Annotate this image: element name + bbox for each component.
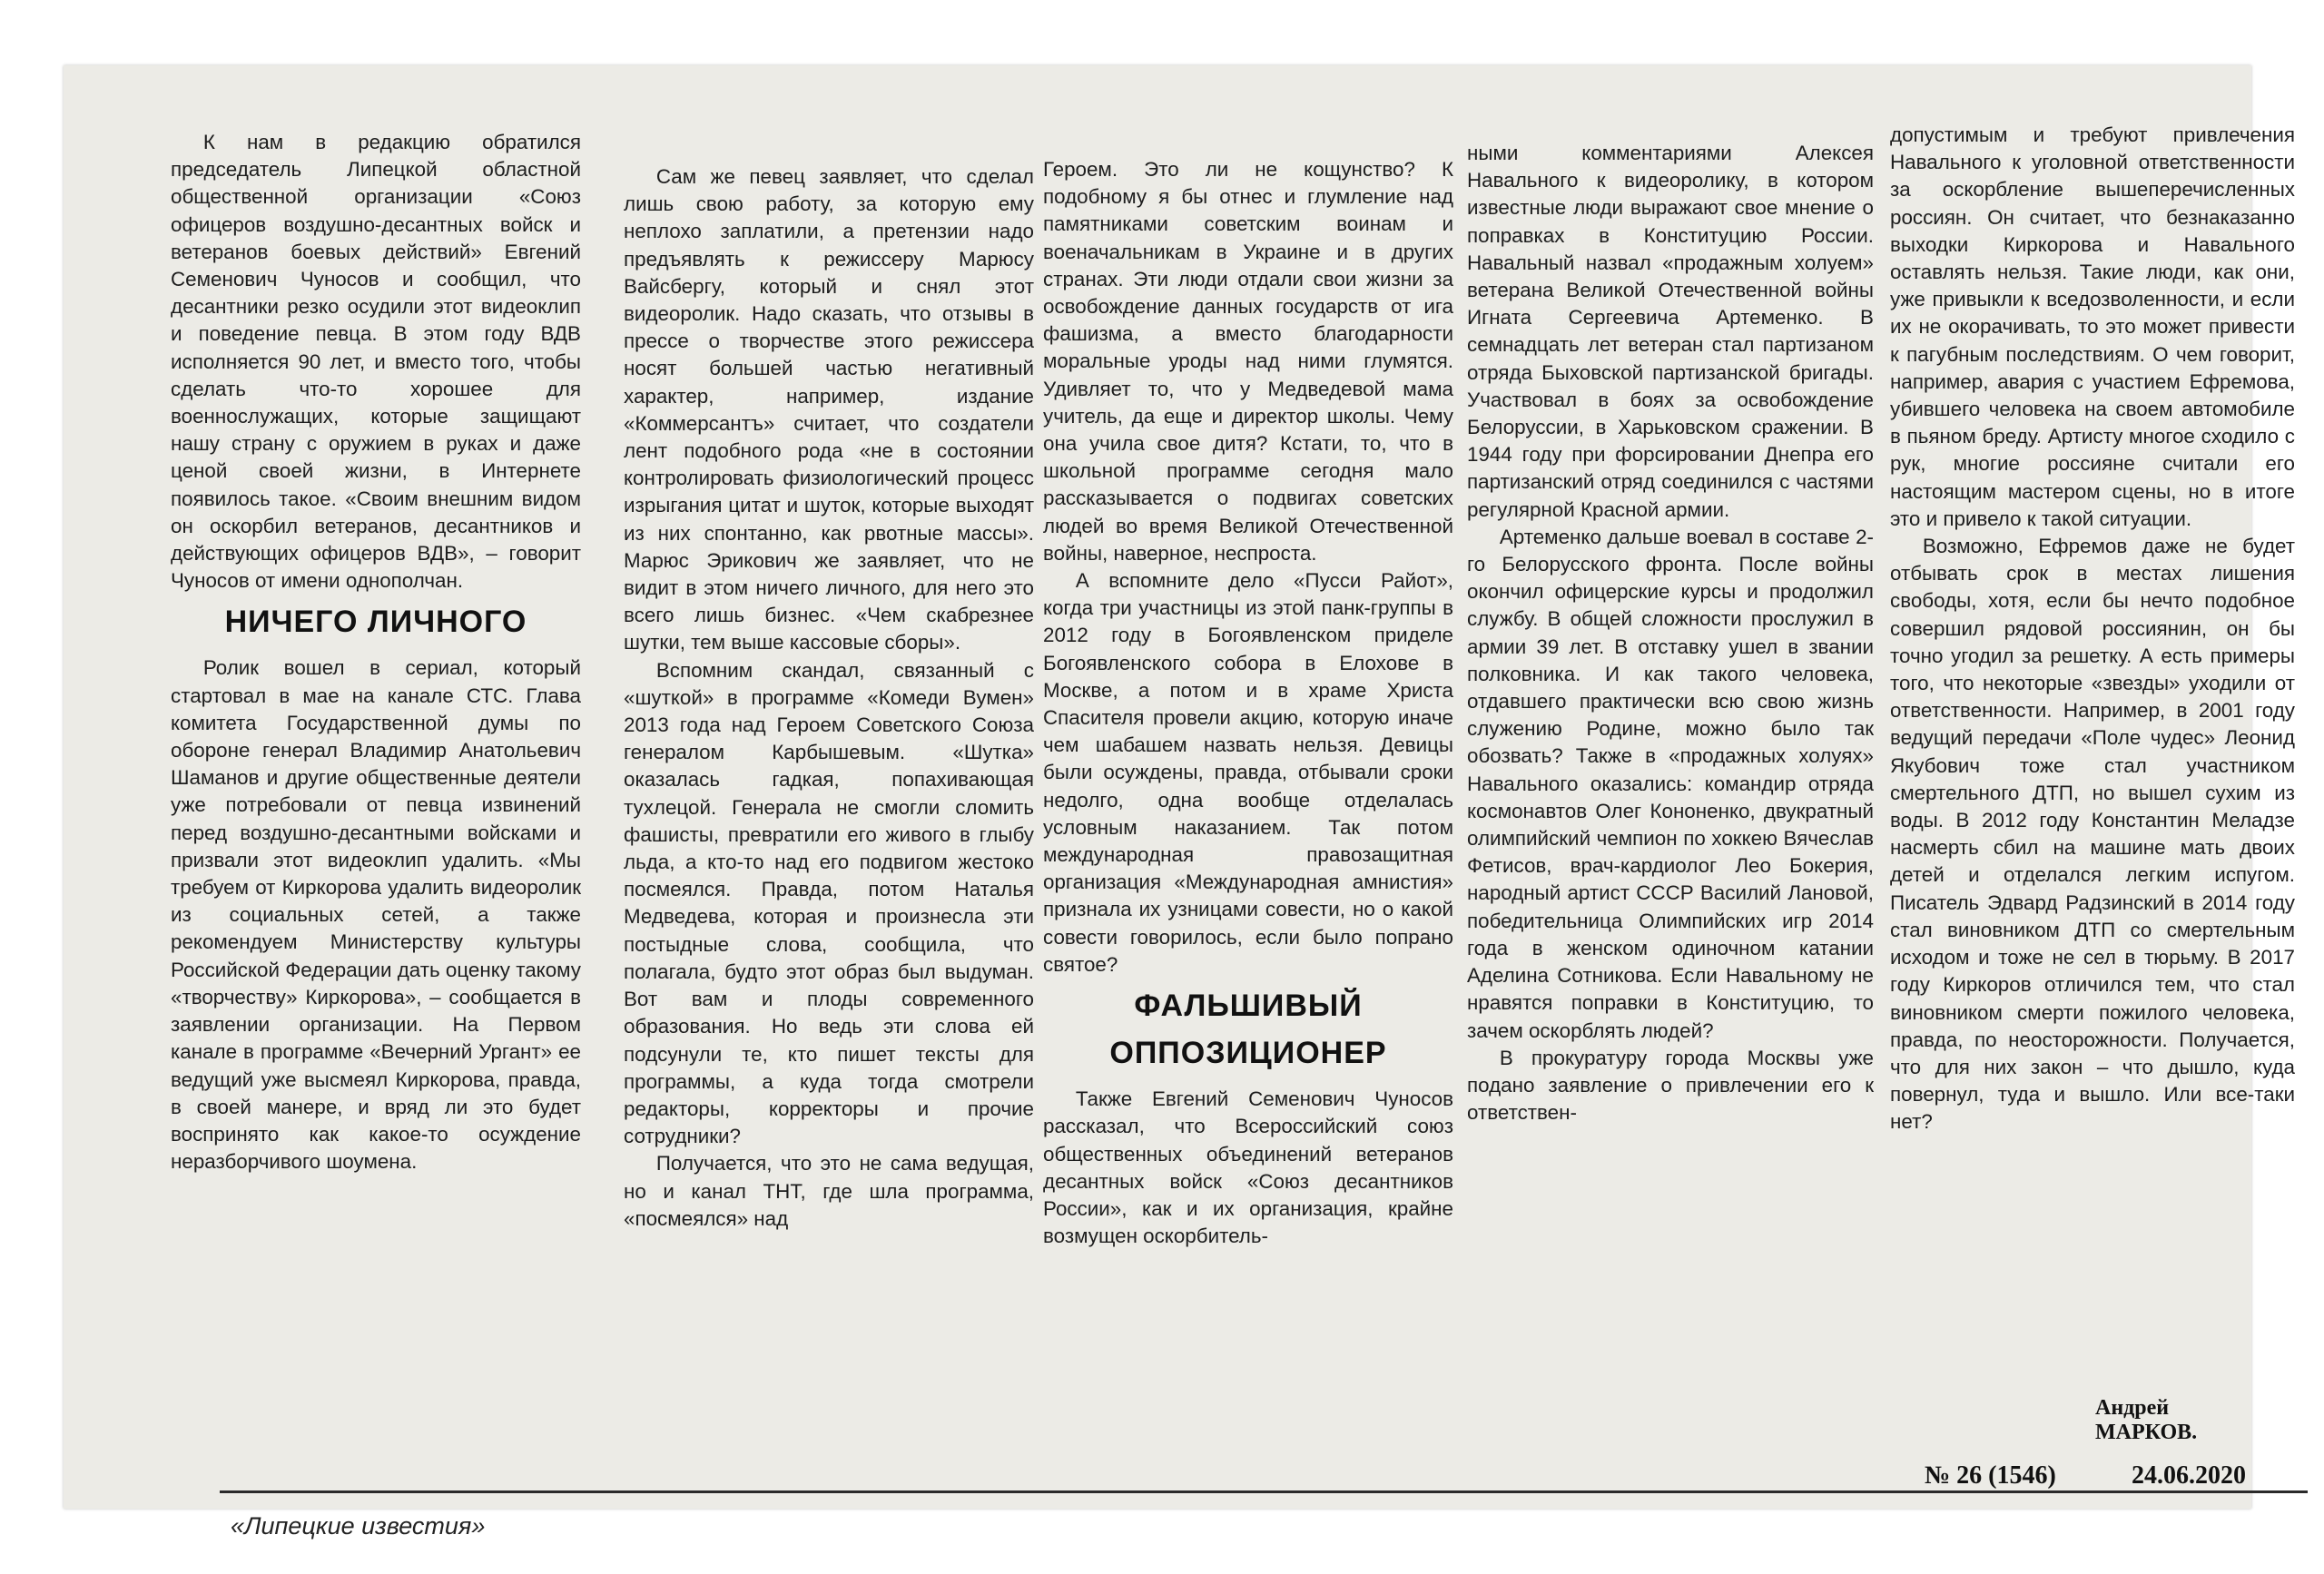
article-column-3	[1043, 156, 1453, 1250]
subheading-falshivy-oppozitsioner: ФАЛЬШИВЫЙ ОППОЗИЦИОНЕР	[1109, 989, 1387, 1071]
footer-rule	[220, 1490, 2308, 1493]
article-paragraph: Получается, что это не сама ведущая, но и канал ТНТ, где шла программа, «посмеялся» над	[624, 1152, 1034, 1230]
article-column-5	[1890, 122, 2295, 1136]
article-paragraph: допустимым и требуют привлечения Навального к уголовной ответственности за оскорбление вышеперечисленных россиян. Он считает, что безнаказанно выходки Киркорова и Навального оставлять нельзя. Такие люди, как они, уже привыкли к вседозволенности, и если их не окорачивать, то это может привести к пагубным последствиям. О чем говорит, например, авария с участием Ефремова, убившего человека на своем автомобиле в пьяном бреду. Артисту многое сходило с рук, многие россияне считали его настоящим мастером сцены, но в итоге это и привело к такой ситуации.	[1890, 123, 2295, 530]
subheading-nichego-lichnogo: НИЧЕГО ЛИЧНОГО	[224, 605, 527, 640]
issue-date: 24.06.2020	[2132, 1461, 2246, 1490]
article-paragraph: В прокуратуру города Москвы уже подано заявление о привлечении его к ответствен-	[1467, 1046, 1874, 1125]
article-paragraph: Вспомним скандал, связанный с «шуткой» в программе «Комеди Вумен» 2013 года над Героем Советского Союза генералом Карбышевым. «Шутка» оказалась гадкая, попахивающая тухлецой. Генерала не смогли сломить фашисты, превратили его живого в глыбу льда, а кто-то над его подвигом жестоко посмеялся. Правда, потом Наталья Медведева, которая и произнесла эти постыдные слова, сообщила, что полагала, будто этот образ был выдуман. Вот вам и плоды современного образования. Но ведь эти слова ей подсунули те, кто пишет тексты для программы, а куда тогда смотрели редакторы, корректоры и прочие сотрудники?	[624, 658, 1034, 1148]
newspaper-name: «Липецкие известия»	[231, 1512, 486, 1540]
article-column-4	[1467, 140, 1874, 1126]
article-paragraph: Героем. Это ли не кощунство? К подобному я бы отнес и глумление над памятниками советским воинам и военачальникам в Украине и в других странах. Эти люди отдали свои жизни за освобождение данных государств от ига фашизма, а вместо благодарности моральные уроды над ними глумятся. Удивляет то, что у Медведевой мама учитель, да еще и директор школы. Чему она учила свое дитя? Кстати, то, что в школьной программе сегодня мало рассказывается о подвигах советских людей во время Великой Отечественной войны, наверное, неспроста.	[1043, 158, 1453, 565]
article-paragraph: ными комментариями Алексея Навального к видеоролику, в котором известные люди выражают свое мнение о поправках в Конституцию России. Навальный назвал «продажным холуем» ветерана Великой Отечественной войны Игната Сергеевича Артеменко. В семнадцать лет ветеран стал партизаном отряда Быховской партизанской бригады. Участвовал в боях за освобождение Белоруссии, в Харьковском сражении. В 1944 году при форсировании Днепра его партизанский отряд соединился с частями регулярной Красной армии.	[1467, 142, 1874, 521]
article-paragraph: Ролик вошел в сериал, который стартовал в мае на канале СТС. Глава комитета Государственной думы по обороне генерал Владимир Анатольевич Шаманов и другие общественные деятели уже потребовали от певца извинений перед воздушно-десантными войсками и призвали этот видеоклип удалить. «Мы требуем от Киркорова удалить видеоролик из социальных сетей, а также рекомендуем Министерству культуры Российской Федерации дать оценку такому «творчеству» Киркорова», – сообщается в заявлении организации. На Первом канале в программе «Вечерний Ургант» ее ведущий уже высмеял Киркорова, правда, в своей манере, и вряд ли это будет воспринято как какое-то осуждение неразборчивого шоумена.	[171, 656, 581, 1174]
article-paragraph: Артеменко дальше воевал в составе 2-го Белорусского фронта. После войны окончил офицерские курсы и продолжил службу. В общей сложности прослужил в армии 39 лет. В отставку ушел в звании полковника. И как такого человека, отдавшего практически всю свою жизнь служению Родине, можно было так обозвать? Также в «продажных холуях» Навального оказались: командир отряда космонавтов Олег Кононенко, двукратный олимпийский чемпион по хоккею Вячеслав Фетисов, врач-кардиолог Лео Бокерия, народный артист СССР Василий Лановой, победительница Олимпийских игр 2014 года в женском одиночном катании Аделина Сотникова. Если Навальному не нравятся поправки в Конституцию, то зачем оскорблять людей?	[1467, 525, 1874, 1042]
article-paragraph: Сам же певец заявляет, что сделал лишь свою работу, за которую ему неплохо заплатили, а претензии надо предъявлять к режиссеру Марюсу Вайсбергу, который и снял этот видеоролик. Надо сказать, что отзывы в прессе о творчестве этого режиссера носят большей частью негативный характер, например, издание «Коммерсантъ» считает, что создатели лент подобного рода «не в состоянии контролировать физиологический процесс изрыгания цитат и шуток, которые выходят из них спонтанно, как рвотные массы». Марюс Эрикович же заявляет, что не видит в этом ничего личного, для него это всего лишь бизнес. «Чем скабрезнее шутки, тем выше кассовые сборы».	[624, 165, 1034, 654]
newspaper-page	[64, 65, 2295, 1540]
article-paragraph: Возможно, Ефремов даже не будет отбывать срок в местах лишения свободы, хотя, если бы нечто подобное совершил рядовой россиянин, он бы точно угодил за решетку. А есть примеры того, что некоторые «звезды» уходили от ответственности. Например, в 2001 году ведущий передачи «Поле чудес» Леонид Якубович тоже стал участником смертельного ДТП, но вышел сухим из воды. В 2012 году Константин Меладзе насмерть сбил на машине мать двоих детей и отделался легким испугом. Писатель Эдвард Радзинский в 2014 году стал виновником ДТП со смертельным исходом и тоже не сел в тюрьму. В 2017 году Киркоров отличился тем, что стал виновником смерти пожилого человека, правда, по неосторожности. Получается, что для них закон – что дышло, куда повернул, туда и вышло. Или все-таки нет?	[1890, 535, 2295, 1134]
article-paragraph: А вспомните дело «Пусси Райот», когда три участницы из этой панк-группы в 2012 году в Богоявленском приделе Богоявленского собора в Елохове в Москве, а потом и в храме Христа Спасителя провели акцию, которую иначе чем шабашем назвать нельзя. Девицы были осуждены, правда, отбывали сроки недолго, одна вообще отделалась условным наказанием. Так потом международная правозащитная организация «Международная амнистия» признала их узницами совести, но о какой совести говорилось, если было попрано святое?	[1043, 569, 1453, 976]
article-column-1	[171, 129, 581, 1176]
article-column-2	[624, 163, 1034, 1233]
article-paragraph: Также Евгений Семенович Чуносов рассказал, что Всероссийский союз общественных объединений ветеранов десантных войск «Союз десантников России», как и их организация, крайне возмущен оскорбитель-	[1043, 1087, 1453, 1248]
issue-number: № 26 (1546)	[1925, 1461, 2056, 1490]
article-paragraph: К нам в редакцию обратился председатель Липецкой областной общественной организации «Союз офицеров воздушно-десантных войск и ветеранов боевых действий» Евгений Семенович Чуносов и сообщил, что десантники резко осудили этот видеоклип и поведение певца. В этом году ВДВ исполняется 90 лет, и вместо того, чтобы сделать что-то хорошее для военнослужащих, которые защищают нашу страну с оружием в руках и даже ценой своей жизни, в Интернете появилось такое. «Своим внешним видом он оскорбил ветеранов, десантников и действующих офицеров ВДВ», – говорит Чуносов от имени однополчан.	[171, 131, 581, 593]
author-signature: Андрей МАРКОВ.	[2095, 1396, 2198, 1444]
